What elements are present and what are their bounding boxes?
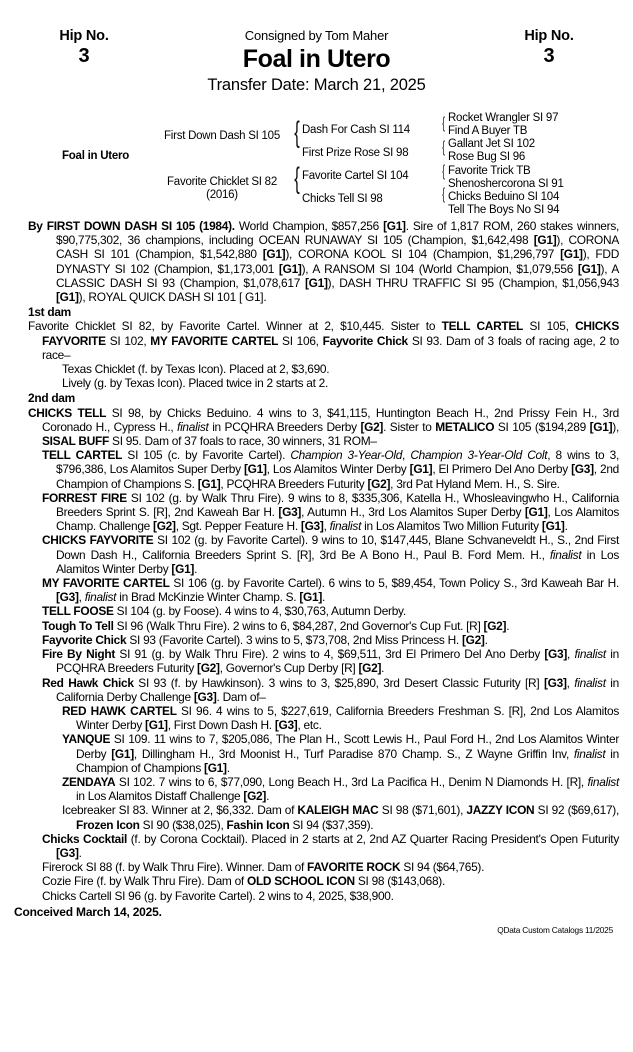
progeny-entry: Icebreaker SI 83. Winner at 2, $6,332. Dam of KALEIGH MAC SI 98 ($71,601), JAZZY ICON SI 92 ($69,617), Frozen Icon SI 90 ($38,025), Fashin Icon SI 94 ($37,359).: [62, 803, 619, 832]
progeny-entry: TELL FOOSE SI 104 (g. by Foose). 4 wins to 4, $30,763, Autumn Derby.: [42, 604, 406, 619]
pedigree-g4-6: Shenoshercorona SI 91: [448, 178, 564, 190]
progeny-entry: YANQUE SI 109. 11 wins to 7, $205,086, The Plan H., Scott Lewis H., Paul Ford H., 2nd Los Alamitos Winter Derby [G1], Dillingham H., 3rd Moonist H., Turf Paradise 870 Champ. S., Z Wayne Griffin Inv, finalist in Champion of Champions [G1].: [62, 732, 620, 775]
progeny-entry: Tough To Tell SI 96 (Walk Thru Fire). 2 wins to 6, $84,287, 2nd Governor's Cup Fut. [R] [G2].: [42, 618, 510, 633]
progeny-entry: Chicks Cocktail (f. by Corona Cocktail). Placed in 2 starts at 2, 2nd AZ Quarter Racing President's Open Futurity [G3].: [42, 831, 619, 860]
consignor: Consigned by Tom Maher: [244, 28, 389, 43]
progeny-entry: Fayvorite Chick SI 93 (Favorite Cartel). 3 wins to 5, $73,708, 2nd Miss Princess H. [G2].: [42, 632, 488, 647]
hip-number-left-block: [24, 28, 144, 68]
second-dam-record: CHICKS TELL SI 98, by Chicks Beduino. 4 wins to 3, $41,115, Huntington Beach H., 2nd Prissy Fein H., 3rd Coronado H., Cypress H., finalist in PCQHRA Breeders Derby [G2]. Sister to METALICO SI 105 ($194,289 [G1]), SISAL BUFF SI 95. Dam of 37 foals to race, 30 winners, 31 ROM–: [28, 405, 619, 449]
conceived-note: Conceived March 14, 2025.: [14, 904, 162, 919]
pedigree-sire-dam: First Prize Rose SI 98: [302, 147, 409, 159]
pedigree-dam: [152, 176, 292, 202]
catalog-footer: QData Custom Catalogs 11/2025: [497, 924, 613, 935]
progeny-entry: RED HAWK CARTEL SI 96. 4 wins to 5, $227,619, California Breeders Freshman S. [R], 2nd Los Alamitos Winter Derby [G1], First Down Dash H. [G3], etc.: [62, 703, 619, 733]
brace-sire: {: [294, 116, 300, 149]
second-dam-heading: 2nd dam: [28, 391, 75, 406]
progeny-entry: ZENDAYA SI 102. 7 wins to 6, $77,090, Long Beach H., 3rd La Pacifica H., Denim N Diamonds H. [R], finalist in Los Alamitos Distaff Challenge [G2].: [62, 774, 619, 804]
hip-number-right-block: [489, 28, 609, 68]
brace-dam: {: [294, 162, 300, 195]
pedigree-dam-name: Favorite Chicklet SI 82: [167, 176, 277, 188]
progeny-entry: FORREST FIRE SI 102 (g. by Walk Thru Fire). 9 wins to 8, $335,306, Katella H., Whosleavingwho H., California Breeders Sprint S. [R], 2nd Kaweah Bar H. [G3], Autumn H., 3rd Los Alamitos Super Derby [G1], Los Alamitos Champ. Challenge [G2], Sgt. Pepper Feature H. [G3], finalist in Los Alamitos Two Million Futurity [G1].: [42, 490, 619, 534]
pedigree-sire-sire: Dash For Cash SI 114: [302, 124, 410, 136]
progeny-entry: Firerock SI 88 (f. by Walk Thru Fire). Winner. Dam of FAVORITE ROCK SI 94 ($64,765).: [42, 860, 485, 875]
progeny-entry: Cozie Fire (f. by Walk Thru Fire). Dam of OLD SCHOOL ICON SI 98 ($143,068).: [42, 874, 446, 889]
pedigree-g4-5: Favorite Trick TB: [448, 165, 531, 177]
progeny-entry: MY FAVORITE CARTEL SI 106 (g. by Favorite Cartel). 6 wins to 5, $89,454, Town Policy S., 3rd Kaweah Bar H. [G3], finalist in Brad McKinzie Winter Champ. S. [G1].: [42, 576, 619, 605]
pedigree-g4-7: Chicks Beduino SI 104: [448, 191, 560, 203]
pedigree-subject: Foal in Utero: [62, 150, 130, 162]
progeny-entry: Chicks Cartell SI 96 (g. by Favorite Cartel). 2 wins to 4, 2025, $38,900.: [42, 888, 394, 903]
brace-g4-4: {: [442, 186, 445, 203]
pedigree-g4-1: Rocket Wrangler SI 97: [448, 112, 559, 124]
hip-number-right: 3: [543, 45, 555, 67]
transfer-date: Transfer Date: March 21, 2025: [207, 76, 426, 94]
pedigree-g4-3: Gallant Jet SI 102: [448, 138, 535, 150]
pedigree-dam-sire: Favorite Cartel SI 104: [302, 170, 409, 182]
sire-paragraph: By FIRST DOWN DASH SI 105 (1984). World Champion, $857,256 [G1]. Sire of 1,817 ROM, 260 stakes winners, $90,775,302, 36 champions, including OCEAN RUNAWAY SI 105 (Champion, $1,642,498 [G1]), CORONA CASH SI 101 (Champion, $1,542,880 [G1]), CORONA KOOL SI 104 (Champion, $1,296,797 [G1]), FDD DYNASTY SI 102 (Champion, $1,173,001 [G1]), A RANSOM SI 104 (World Champion, $1,079,556 [G1]), A CLASSIC DASH SI 93 (Champion, $1,078,617 [G1]), DASH THRU TRAFFIC SI 95 (Champion, $1,056,943 [G1]), ROYAL QUICK DASH SI 101 [ G1].: [28, 219, 620, 305]
hip-label-left: Hip No.: [59, 28, 109, 44]
first-dam-foal-1: Texas Chicklet (f. by Texas Icon). Placed at 2, $3,690.: [62, 362, 330, 377]
progeny-entry: Red Hawk Chick SI 93 (f. by Hawkinson). 3 wins to 3, $25,890, 3rd Desert Classic Futurity [R] [G3], finalist in California Derby Challenge [G3]. Dam of–: [42, 675, 619, 704]
brace-g4-2: {: [442, 139, 445, 156]
page-title: Foal in Utero: [242, 45, 391, 73]
pedigree-sire-name: First Down Dash SI 105: [164, 130, 280, 142]
hip-label-right: Hip No.: [524, 28, 574, 44]
pedigree-text-block: [0, 219, 633, 903]
pedigree-dam-year: (2016): [206, 189, 238, 201]
brace-g4-3: {: [442, 163, 445, 180]
progeny-entry: Fire By Night SI 91 (g. by Walk Thru Fire). 2 wins to 4, $69,511, 3rd El Primero Del Ano Derby [G3], finalist in PCQHRA Breeders Futurity [G2], Governor's Cup Derby [R] [G2].: [42, 647, 619, 676]
pedigree-g4-8: Tell The Boys No SI 94: [448, 204, 560, 216]
pedigree-sire: [152, 130, 292, 143]
catalog-page: [0, 28, 633, 1052]
brace-g4-1: {: [442, 115, 445, 132]
pedigree-g4-4: Rose Bug SI 96: [448, 151, 526, 163]
hip-number-left: 3: [78, 45, 90, 67]
pedigree-chart: [0, 110, 633, 215]
first-dam-record: Favorite Chicklet SI 82, by Favorite Cartel. Winner at 2, $10,445. Sister to TELL CARTEL SI 105, CHICKS FAYVORITE SI 102, MY FAVORITE CARTEL SI 106, Fayvorite Chick SI 93. Dam of 3 foals of racing age, 2 to race–: [28, 319, 619, 362]
progeny-list: [14, 448, 619, 903]
pedigree-dam-dam: Chicks Tell SI 98: [302, 193, 383, 205]
first-dam-foal-2: Lively (g. by Texas Icon). Placed twice in 2 starts at 2.: [62, 376, 329, 391]
progeny-entry: TELL CARTEL SI 105 (c. by Favorite Cartel). Champion 3-Year-Old, Champion 3-Year-Old Colt, 8 wins to 3, $796,386, Los Alamitos Super Derby [G1], Los Alamitos Winter Derby [G1], El Primero Del Ano Derby [G3], 2nd Champion of Champions S. [G1], PCQHRA Breeders Futurity [G2], 3rd Pat Hyland Mem. H., S. Sire.: [42, 448, 619, 491]
pedigree-g4-2: Find A Buyer TB: [448, 125, 528, 137]
first-dam-heading: 1st dam: [28, 305, 71, 320]
progeny-entry: CHICKS FAYVORITE SI 102 (g. by Favorite Cartel). 9 wins to 10, $147,445, Blane Schvaneveldt H., S., 2nd First Down Dash H., California Breeders Sprint S. [R], 3rd Be A Bono H., Paul B. Ford Mem. H., finalist in Los Alamitos Winter Derby [G1].: [42, 533, 619, 576]
page-header: [0, 28, 633, 108]
